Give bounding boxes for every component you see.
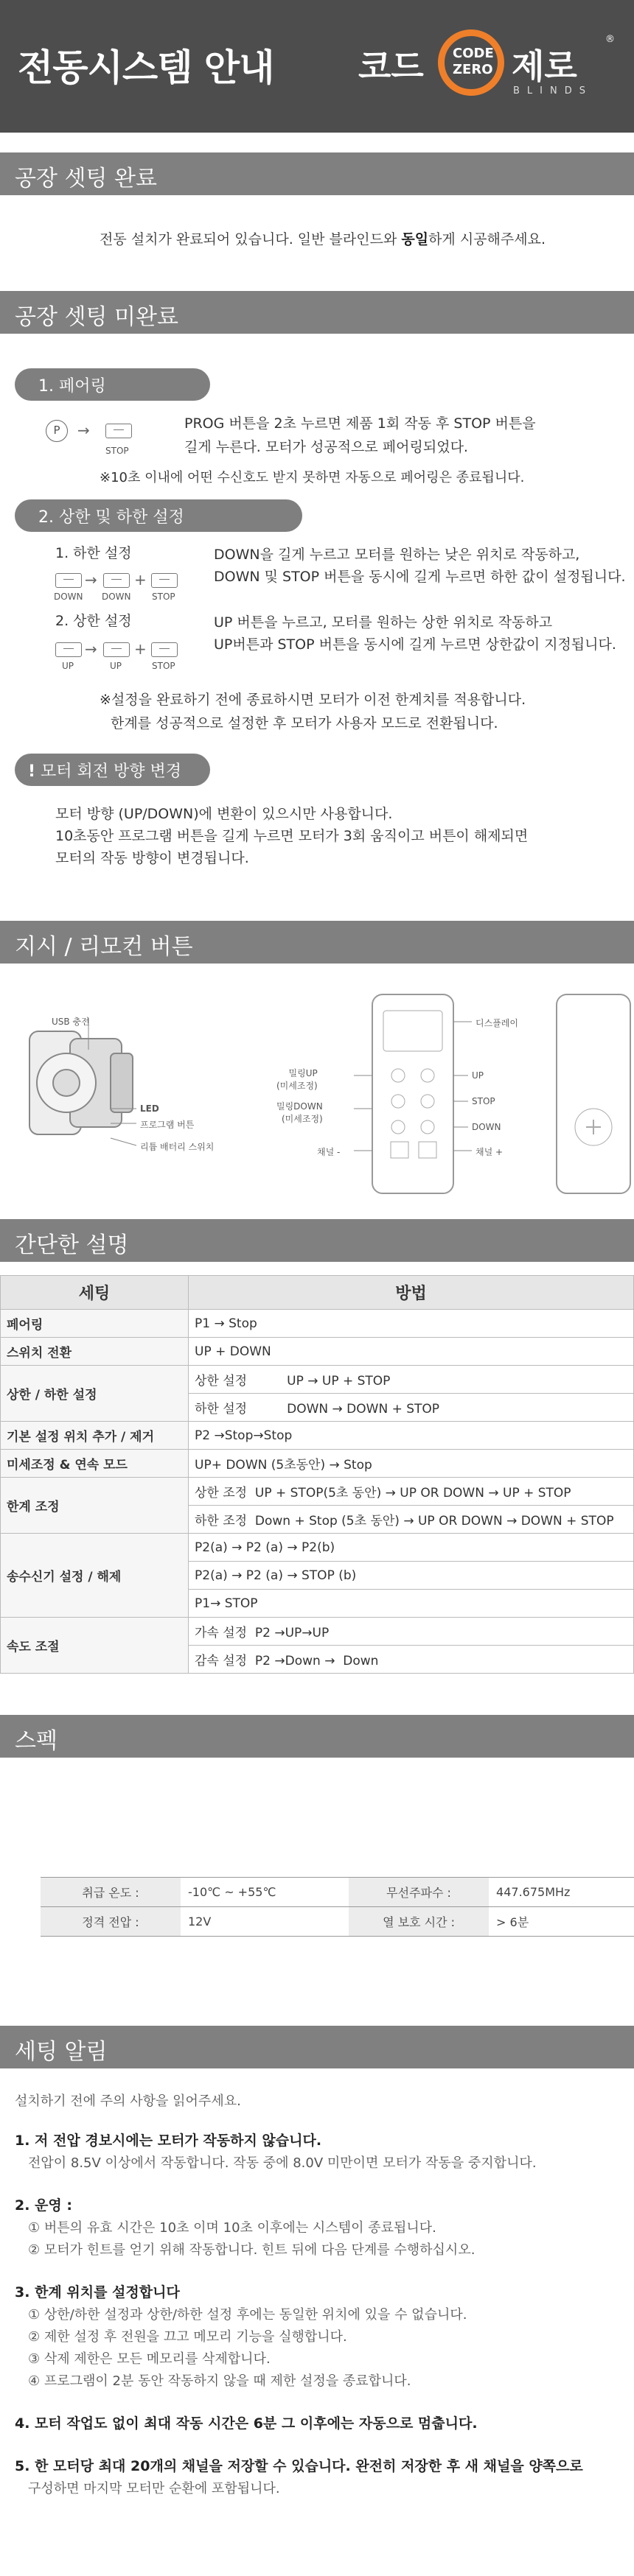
lower-line1: DOWN을 길게 누르고 모터를 원하는 낮은 위치로 작동하고, [214, 547, 580, 563]
battery-label: 리튬 배터리 스위치 [140, 1142, 215, 1152]
pairing-note: ※10초 이내에 어떤 수신호도 받지 못하면 자동으로 페어링은 종료됩니다. [100, 470, 525, 485]
upper-label-1: UP [62, 661, 74, 671]
down-label: DOWN [472, 1122, 501, 1132]
upper-line1: UP 버튼을 누르고, 모터를 원하는 상한 위치로 작동하고 [214, 614, 553, 631]
setting-method: 하한 설정 DOWN → DOWN + STOP [189, 1394, 634, 1422]
section-simple-desc-title: 간단한 설명 [0, 1219, 634, 1262]
spec-value: -10℃ ~ +55℃ [181, 1878, 349, 1907]
setting-name: 한계 조정 [1, 1478, 189, 1534]
notice-list [15, 2129, 627, 2519]
factory-set-text-b: 하게 시공해주세요. [428, 231, 546, 248]
setting-method: P1 → Stop [189, 1310, 634, 1338]
notice-heading: 3. 한계 위치를 설정합니다 [15, 2284, 180, 2300]
setting-method: 가속 설정 P2 →UP→UP [189, 1618, 634, 1646]
stop-label: STOP [105, 446, 129, 456]
direction-pill [15, 754, 210, 786]
arrow-icon: → [85, 571, 97, 589]
lower-line2: DOWN 및 STOP 버튼을 동시에 길게 누르면 하한 값이 설정됩니다. [214, 569, 626, 585]
spec-value: > 6분 [489, 1907, 634, 1937]
spec-key: 열 보호 시간 : [349, 1907, 489, 1937]
section-factory-set-title: 공장 셋팅 완료 [0, 152, 634, 195]
setting-name: 기본 설정 위치 추가 / 제거 [1, 1422, 189, 1450]
notice-item [15, 2194, 627, 2261]
table-row [1, 1618, 634, 1646]
notice-detail: ② 모터가 힌트를 얻기 위해 작동합니다. 힌트 뒤에 다음 단계를 수행하십시오. [28, 2242, 475, 2258]
lower-label-2: DOWN [102, 592, 131, 602]
lower-label-1: DOWN [54, 592, 83, 602]
led-label: LED [140, 1103, 159, 1114]
notice-item [15, 2281, 627, 2393]
header-banner [0, 0, 634, 133]
pairing-line2: 길게 누른다. 모터가 성공적으로 페어링되었다. [184, 439, 468, 455]
down-button-icon [55, 573, 82, 588]
table-row [1, 1478, 634, 1506]
lower-title: 1. 하한 설정 [55, 545, 132, 561]
upper-label-2: UP [110, 661, 122, 671]
stop-button-icon [151, 642, 178, 657]
spec-row [41, 1878, 634, 1907]
fine-down-label: 밀링DOWN (미세조정) [276, 1101, 323, 1124]
arrow-icon: → [85, 640, 97, 658]
factory-set-text [100, 228, 546, 250]
setting-method: P2(a) → P2 (a) → P2(b) [189, 1534, 634, 1562]
settings-table [0, 1275, 634, 1674]
factory-set-text-bold: 동일 [401, 231, 429, 248]
notice-detail: ① 상한/하한 설정과 상한/하한 설정 후에는 동일한 위치에 있을 수 없습니다. [28, 2307, 467, 2323]
spec-key: 취급 온도 : [41, 1878, 181, 1907]
notice-heading: 2. 운영 : [15, 2197, 72, 2214]
remote-front [354, 994, 472, 1193]
limits-note2: 한계를 성공적으로 설정한 후 모터가 사용자 모드로 전환됩니다. [111, 715, 498, 731]
notice-detail: ① 버튼의 유효 시간은 10초 이며 10초 이후에는 시스템이 종료됩니다. [28, 2220, 436, 2236]
upper-title: 2. 상한 설정 [55, 613, 132, 629]
setting-method: P2 →Stop→Stop [189, 1422, 634, 1450]
setting-method: UP + DOWN [189, 1338, 634, 1366]
prog-button-icon: P [46, 420, 68, 442]
factory-set-text-a: 전동 설치가 완료되어 있습니다. 일반 블라인드와 [100, 231, 402, 248]
notice-detail: 구성하면 마지막 모터만 순환에 포함됩니다. [28, 2481, 280, 2496]
setting-name: 송수신기 설정 / 해제 [1, 1534, 189, 1618]
pairing-pill: 1. 페어링 [15, 368, 210, 401]
notice-detail: ② 제한 설정 후 전원을 끄고 메모리 기능을 실행합니다. [28, 2329, 347, 2345]
setting-name: 상한 / 하한 설정 [1, 1366, 189, 1422]
up-button-icon [103, 642, 130, 657]
stop-button-icon [151, 573, 178, 588]
section-notice-title: 세팅 알림 [0, 2026, 634, 2068]
logo-code: CODE [453, 46, 494, 61]
setting-name: 속도 조절 [1, 1618, 189, 1674]
setting-name: 스위치 전환 [1, 1338, 189, 1366]
notice-intro: 설치하기 전에 주의 사항을 읽어주세요. [15, 2094, 241, 2109]
usb-label: USB 충전 [52, 1017, 90, 1027]
warning-icon: ! [28, 762, 36, 781]
up-button-icon [55, 642, 82, 657]
setting-method: 감속 설정 P2 →Down → Down [189, 1646, 634, 1674]
channel-plus-label: 채널 + [475, 1147, 504, 1157]
remote-back [557, 994, 630, 1193]
spec-key: 무선주파수 : [349, 1878, 489, 1907]
setting-method: UP+ DOWN (5초동안) → Stop [189, 1450, 634, 1478]
notice-item [15, 2454, 627, 2500]
page-title: 전동시스템 안내 [18, 46, 274, 89]
notice-item [15, 2412, 627, 2435]
direction-pill-label: 모터 회전 방향 변경 [41, 762, 182, 781]
spec-row [41, 1907, 634, 1937]
notice-heading: 5. 한 모터당 최대 20개의 채널을 저장할 수 있습니다. 완전히 저장한 후 새 채널을 양쪽으로 [15, 2458, 583, 2474]
direction-line3: 모터의 작동 방향이 변경됩니다. [55, 850, 249, 866]
table-row [1, 1310, 634, 1338]
upper-line2: UP버튼과 STOP 버튼을 동시에 길게 누르면 상한값이 지정됩니다. [214, 636, 616, 653]
table-row [1, 1534, 634, 1562]
plus-icon: + [134, 640, 147, 658]
logo-zero: ZERO [453, 62, 493, 77]
channel-minus-label: 채널 - [317, 1147, 341, 1157]
spec-key: 정격 전압 : [41, 1907, 181, 1937]
section-remote-title: 지시 / 리모컨 버튼 [0, 921, 634, 964]
setting-method: 하한 조정 Down + Stop (5초 동안) → UP OR DOWN → DOWN + STOP [189, 1506, 634, 1534]
notice-detail: 전압이 8.5V 이상에서 작동합니다. 작동 중에 8.0V 미만이면 모터가 작동을 중지합니다. [28, 2155, 537, 2171]
notice-detail: ④ 프로그램이 2분 동안 작동하지 않을 때 제한 설정을 종료합니다. [28, 2373, 411, 2389]
brand-logo [349, 29, 615, 103]
section-factory-unset-title: 공장 셋팅 미완료 [0, 291, 634, 334]
setting-name: 미세조정 & 연속 모드 [1, 1450, 189, 1478]
fine-up-label: 밀링UP (미세조정) [276, 1068, 318, 1091]
logo-registered: ® [605, 34, 615, 45]
stop-button-icon [105, 424, 132, 438]
upper-label-3: STOP [152, 661, 175, 671]
limits-note1: ※설정을 완료하기 전에 종료하시면 모터가 이전 한계치를 적용합니다. [100, 692, 526, 708]
setting-method: 상한 설정 UP → UP + STOP [189, 1366, 634, 1394]
notice-item [15, 2129, 627, 2175]
arrow-icon: → [77, 421, 90, 439]
logo-word-right: 제로 [512, 46, 577, 86]
plus-icon: + [134, 571, 147, 589]
motor-illustration [29, 1018, 136, 1145]
direction-line1: 모터 방향 (UP/DOWN)에 변환이 있으시만 사용합니다. [55, 806, 393, 822]
section-spec-title: 스펙 [0, 1715, 634, 1758]
limits-pill: 2. 상한 및 하한 설정 [15, 499, 302, 532]
setting-method: P2(a) → P2 (a) → STOP (b) [189, 1562, 634, 1590]
down-button-icon [103, 573, 130, 588]
table-row [1, 1366, 634, 1394]
display-label: 디스플레이 [475, 1018, 518, 1028]
col-method: 방법 [189, 1276, 634, 1310]
pairing-line1: PROG 버튼을 2초 누르면 제품 1회 작동 후 STOP 버튼을 [184, 415, 536, 432]
prog-label: 프로그램 버튼 [140, 1120, 195, 1130]
notice-heading: 1. 저 전압 경보시에는 모터가 작동하지 않습니다. [15, 2133, 322, 2149]
setting-method: P1→ STOP [189, 1590, 634, 1618]
spec-value: 12V [181, 1907, 349, 1937]
table-row [1, 1422, 634, 1450]
table-header-row [1, 1276, 634, 1310]
spec-table [41, 1877, 634, 1937]
table-row [1, 1450, 634, 1478]
up-label: UP [472, 1070, 484, 1081]
stop-label-remote: STOP [472, 1096, 495, 1106]
logo-word-left: 코드 [358, 46, 424, 86]
setting-method: 상한 조정 UP + STOP(5초 동안) → UP OR DOWN → UP + STOP [189, 1478, 634, 1506]
notice-heading: 4. 모터 작업도 없이 최대 작동 시간은 6분 그 이후에는 자동으로 멈춥니다. [15, 2415, 478, 2432]
col-setting: 세팅 [1, 1276, 189, 1310]
setting-name: 페어링 [1, 1310, 189, 1338]
lower-label-3: STOP [152, 592, 175, 602]
direction-line2: 10초동안 프로그램 버튼을 길게 누르면 모터가 3회 움직이고 버튼이 해제되면 [55, 828, 529, 844]
logo-blinds: BLINDS [513, 85, 593, 96]
table-row [1, 1338, 634, 1366]
notice-detail: ③ 삭제 제한은 모든 메모리를 삭제합니다. [28, 2351, 271, 2367]
spec-value: 447.675MHz [489, 1878, 634, 1907]
